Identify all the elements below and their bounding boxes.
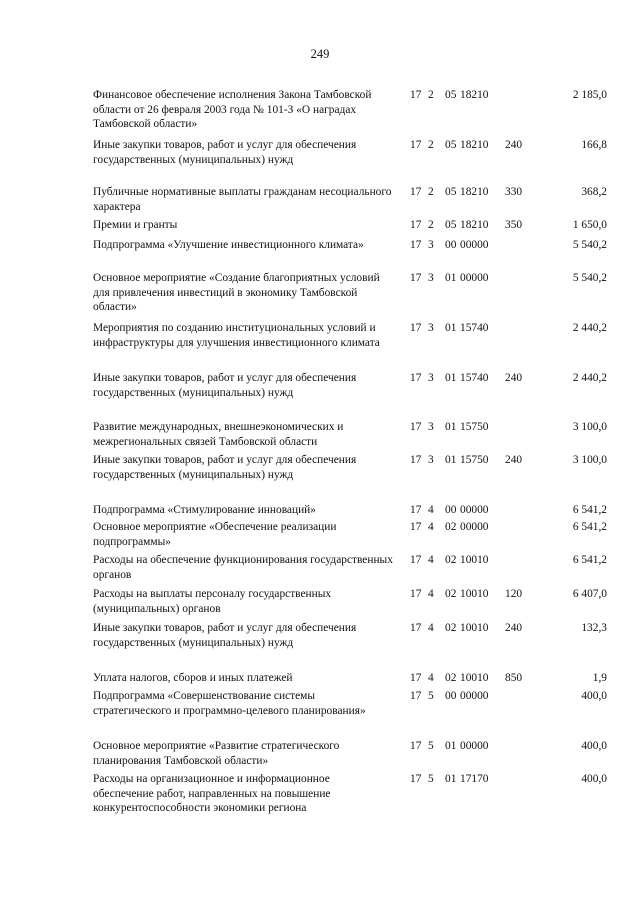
code-event: 05 — [445, 139, 457, 151]
code-event: 01 — [445, 740, 457, 752]
amount: 2 185,0 — [572, 89, 607, 101]
code-direction: 00000 — [460, 690, 489, 702]
row-name: Расходы на организационное и информационное обеспечение работ, направленных на повышение конкурентоспособности экономики региона — [93, 773, 331, 814]
code-subprogram: 4 — [428, 588, 434, 600]
code-subprogram: 3 — [428, 322, 434, 334]
code-subprogram: 3 — [428, 239, 434, 251]
code-subprogram: 2 — [428, 186, 434, 198]
amount: 2 440,2 — [572, 322, 607, 334]
code-event: 02 — [445, 672, 457, 684]
code-program: 17 — [410, 504, 422, 516]
row-name: Премии и гранты — [93, 219, 178, 231]
code-direction: 00000 — [460, 239, 489, 251]
code-event: 00 — [445, 690, 457, 702]
row-name: Иные закупки товаров, работ и услуг для обеспечения государственных (муниципальных) нужд — [93, 139, 357, 166]
code-event: 01 — [445, 773, 457, 785]
code-program: 17 — [410, 272, 422, 284]
code-program: 17 — [410, 554, 422, 566]
code-event: 05 — [445, 89, 457, 101]
code-program: 17 — [410, 239, 422, 251]
row-name: Расходы на выплаты персоналу государственных (муниципальных) органов — [93, 588, 332, 615]
code-event: 05 — [445, 186, 457, 198]
code-direction: 15750 — [460, 421, 489, 433]
code-subprogram: 3 — [428, 454, 434, 466]
page-number: 249 — [310, 47, 330, 61]
code-program: 17 — [410, 588, 422, 600]
code-direction: 00000 — [460, 521, 489, 533]
code-direction: 18210 — [460, 219, 489, 231]
row-name: Подпрограмма «Совершенствование системы стратегического и программно-целевого планирования» — [93, 690, 366, 717]
code-program: 17 — [410, 672, 422, 684]
amount: 6 541,2 — [572, 504, 607, 516]
code-direction: 10010 — [460, 622, 489, 634]
amount: 1 650,0 — [572, 219, 607, 231]
amount: 132,3 — [581, 622, 607, 634]
expense-type: 240 — [505, 139, 523, 151]
code-direction: 00000 — [460, 740, 489, 752]
amount: 400,0 — [581, 740, 607, 752]
row-name: Развитие международных, внешнеэкономических и межрегиональных связей Тамбовской области — [93, 421, 344, 448]
row-name: Основное мероприятие «Развитие стратегического планирования Тамбовской области» — [93, 740, 340, 767]
code-event: 05 — [445, 219, 457, 231]
code-direction: 15750 — [460, 454, 489, 466]
code-subprogram: 4 — [428, 504, 434, 516]
code-subprogram: 4 — [428, 521, 434, 533]
code-subprogram: 4 — [428, 672, 434, 684]
code-program: 17 — [410, 219, 422, 231]
row-name: Публичные нормативные выплаты гражданам несоциального характера — [93, 186, 392, 213]
row-name: Расходы на обеспечение функционирования государственных органов — [93, 554, 393, 581]
code-direction: 17170 — [460, 773, 489, 785]
expense-type: 240 — [505, 372, 523, 384]
row-name: Иные закупки товаров, работ и услуг для обеспечения государственных (муниципальных) нужд — [93, 454, 357, 481]
code-program: 17 — [410, 454, 422, 466]
code-direction: 18210 — [460, 186, 489, 198]
amount: 3 100,0 — [572, 454, 607, 466]
row-name: Иные закупки товаров, работ и услуг для обеспечения государственных (муниципальных) нужд — [93, 372, 357, 399]
amount: 2 440,2 — [572, 372, 607, 384]
code-direction: 18210 — [460, 139, 489, 151]
code-program: 17 — [410, 740, 422, 752]
row-name: Мероприятия по созданию институциональных условий и инфраструктуры для улучшения инвестиционного климата — [93, 322, 380, 349]
expense-type: 240 — [505, 454, 523, 466]
amount: 5 540,2 — [572, 239, 607, 251]
code-subprogram: 5 — [428, 740, 434, 752]
amount: 1,9 — [592, 672, 607, 684]
row-name: Подпрограмма «Улучшение инвестиционного климата» — [93, 239, 364, 251]
amount: 3 100,0 — [572, 421, 607, 433]
amount: 5 540,2 — [572, 272, 607, 284]
code-program: 17 — [410, 139, 422, 151]
amount: 400,0 — [581, 773, 607, 785]
code-event: 02 — [445, 622, 457, 634]
amount: 166,8 — [581, 139, 607, 151]
expense-type: 350 — [505, 219, 523, 231]
code-event: 02 — [445, 588, 457, 600]
code-subprogram: 5 — [428, 690, 434, 702]
code-subprogram: 2 — [428, 219, 434, 231]
expense-type: 330 — [505, 186, 523, 198]
row-name: Основное мероприятие «Создание благоприятных условий для привлечения инвестиций в экономику Тамбовской области» — [93, 272, 380, 313]
amount: 6 407,0 — [572, 588, 607, 600]
code-subprogram: 2 — [428, 139, 434, 151]
code-direction: 00000 — [460, 504, 489, 516]
code-direction: 00000 — [460, 272, 489, 284]
code-event: 00 — [445, 239, 457, 251]
code-program: 17 — [410, 773, 422, 785]
row-name: Уплата налогов, сборов и иных платежей — [93, 672, 293, 684]
code-direction: 10010 — [460, 554, 489, 566]
code-subprogram: 4 — [428, 622, 434, 634]
code-event: 01 — [445, 454, 457, 466]
code-event: 01 — [445, 421, 457, 433]
code-event: 02 — [445, 554, 457, 566]
code-direction: 10010 — [460, 672, 489, 684]
code-subprogram: 3 — [428, 372, 434, 384]
code-direction: 18210 — [460, 89, 489, 101]
code-subprogram: 4 — [428, 554, 434, 566]
code-program: 17 — [410, 690, 422, 702]
code-direction: 10010 — [460, 588, 489, 600]
code-subprogram: 2 — [428, 89, 434, 101]
code-subprogram: 3 — [428, 272, 434, 284]
code-event: 01 — [445, 322, 457, 334]
code-event: 01 — [445, 372, 457, 384]
expense-type: 240 — [505, 622, 523, 634]
amount: 6 541,2 — [572, 521, 607, 533]
code-direction: 15740 — [460, 372, 489, 384]
code-direction: 15740 — [460, 322, 489, 334]
code-program: 17 — [410, 622, 422, 634]
code-program: 17 — [410, 372, 422, 384]
code-event: 01 — [445, 272, 457, 284]
expense-type: 120 — [505, 588, 523, 600]
row-name: Финансовое обеспечение исполнения Закона Тамбовской области от 26 февраля 2003 года № 101-З «О наградах Тамбовской области» — [93, 89, 372, 130]
code-event: 02 — [445, 521, 457, 533]
code-program: 17 — [410, 521, 422, 533]
amount: 6 541,2 — [572, 554, 607, 566]
code-subprogram: 5 — [428, 773, 434, 785]
row-name: Подпрограмма «Стимулирование инноваций» — [93, 504, 316, 516]
code-program: 17 — [410, 421, 422, 433]
code-program: 17 — [410, 322, 422, 334]
amount: 368,2 — [581, 186, 607, 198]
code-event: 00 — [445, 504, 457, 516]
row-name: Основное мероприятие «Обеспечение реализации подпрограммы» — [93, 521, 337, 548]
code-subprogram: 3 — [428, 421, 434, 433]
code-program: 17 — [410, 89, 422, 101]
row-name: Иные закупки товаров, работ и услуг для обеспечения государственных (муниципальных) нужд — [93, 622, 357, 649]
expense-type: 850 — [505, 672, 523, 684]
code-program: 17 — [410, 186, 422, 198]
amount: 400,0 — [581, 690, 607, 702]
